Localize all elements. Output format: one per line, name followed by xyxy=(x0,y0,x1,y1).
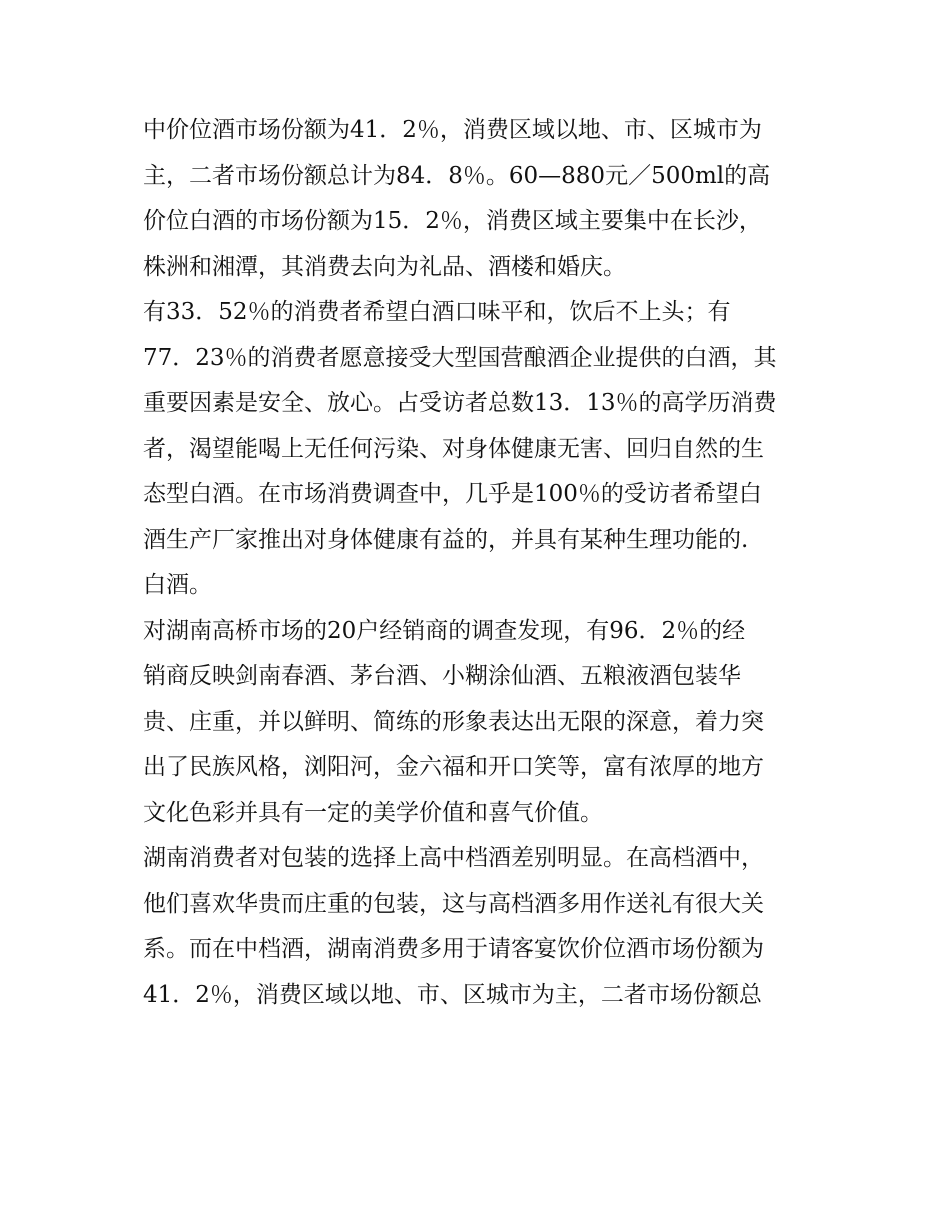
text-line-6: 77．23％的消费者愿意接受大型国营酿酒企业提供的白酒，其 xyxy=(143,344,777,371)
text-line-17: 湖南消费者对包装的选择上高中档酒差别明显。在高档酒中， xyxy=(143,845,764,871)
text-line-9: 态型白酒。在市场消费调查中，几乎是100％的受访者希望白 xyxy=(143,481,762,507)
text-line-8: 者，渴望能喝上无任何污染、对身体健康无害、回归自然的生 xyxy=(143,435,764,462)
text-line-18: 他们喜欢华贵而庄重的包装，这与高档酒多用作送礼有很大关 xyxy=(143,890,764,917)
text-line-14: 贵、庄重，并以鲜明、简练的形象表达出无限的深意，着力突 xyxy=(143,708,764,735)
text-line-15: 出了民族风格，浏阳河，金六福和开口笑等，富有浓厚的地方 xyxy=(143,754,764,780)
text-line-4: 株洲和湘潭，其消费去向为礼品、酒楼和婚庆。 xyxy=(143,253,626,280)
text-line-19: 系。而在中档酒，湖南消费多用于请客宴饮价位酒市场份额为 xyxy=(143,936,764,962)
text-line-10: 酒生产厂家推出对身体健康有益的，并具有某种生理功能的. xyxy=(143,526,749,553)
text-line-1: 中价位酒市场份额为41．2％，消费区域以地、市、区城市为 xyxy=(143,117,762,143)
text-line-11: 白酒。 xyxy=(143,572,212,598)
text-line-12: 对湖南高桥市场的20户经销商的调查发现，有96．2％的经 xyxy=(143,617,746,644)
text-line-20: 41．2％，消费区域以地、市、区城市为主，二者市场份额总 xyxy=(143,981,762,1008)
text-line-3: 价位白酒的市场份额为15．2％，消费区域主要集中在长沙， xyxy=(143,208,762,234)
text-line-5: 有33．52％的消费者希望白酒口味平和，饮后不上头；有 xyxy=(143,299,731,325)
text-line-16: 文化色彩并具有一定的美学价值和喜气价值。 xyxy=(143,799,603,826)
text-line-13: 销商反映剑南春酒、茅台酒、小糊涂仙酒、五粮液酒包装华 xyxy=(143,663,741,689)
text-line-7: 重要因素是安全、放心。占受访者总数13．13％的高学历消费 xyxy=(143,390,777,416)
body-text xyxy=(143,108,823,1018)
text-line-2: 主，二者市场份额总计为84．8％。60—880元／500ml的高 xyxy=(143,162,771,189)
